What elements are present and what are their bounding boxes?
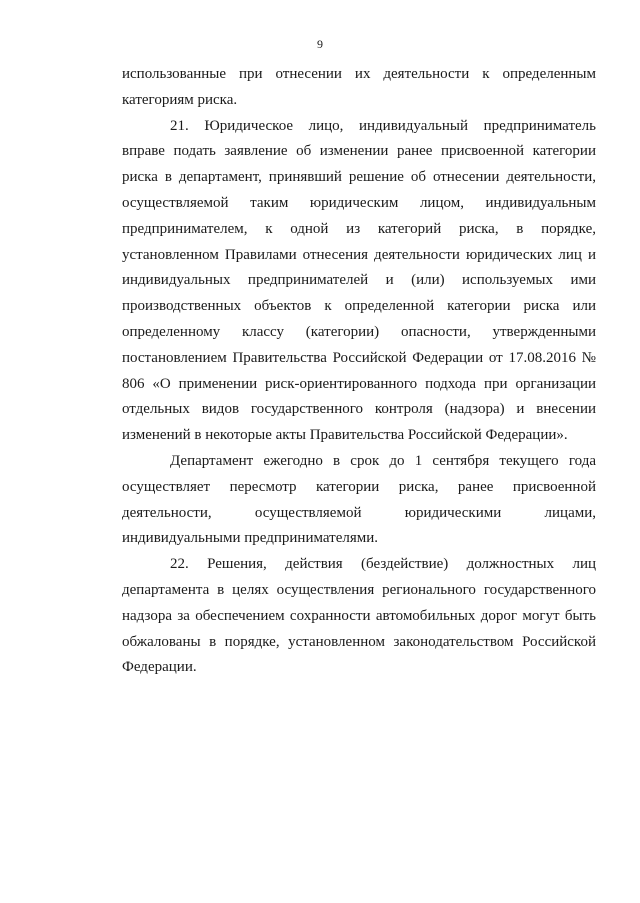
text-line: Федерации. — [122, 659, 197, 676]
text-line: 22. Решения, действия (бездействие) должностных лиц — [170, 556, 596, 573]
text-line: риска в департамент, принявший решение об отнесении деятельности, — [122, 169, 596, 186]
text-line: вправе подать заявление об изменении ранее присвоенной категории — [122, 143, 596, 160]
text-line: производственных объектов к определенной категории риска или — [122, 298, 596, 315]
text-line: департамента в целях осуществления регионального государственного — [122, 581, 596, 598]
text-line: изменений в некоторые акты Правительства Российской Федерации». — [122, 427, 568, 444]
text-line: постановлением Правительства Российской Федерации от 17.08.2016 № — [122, 349, 596, 366]
text-line: обжалованы в порядке, установленном законодательством Российской — [122, 633, 596, 650]
text-line: 806 «О применении риск-ориентированного подхода при организации — [122, 375, 596, 392]
page-number: 9 — [317, 37, 323, 51]
document-body — [122, 62, 596, 681]
text-line: осуществляемой таким юридическим лицом, индивидуальным — [122, 194, 596, 211]
text-line: индивидуальных предпринимателей и (или) используемых ими — [122, 272, 596, 289]
text-line: индивидуальными предпринимателями. — [122, 530, 379, 547]
text-line: установленном Правилами отнесения деятельности юридических лиц и — [122, 246, 596, 263]
text-line: Департамент ежегодно в срок до 1 сентября текущего года — [170, 452, 596, 469]
text-line: отдельных видов государственного контроля (надзора) и внесении — [122, 401, 596, 418]
text-line: категориям риска. — [122, 91, 238, 108]
text-line: деятельности, осуществляемой юридическими лицами, — [122, 504, 596, 521]
text-line: осуществляет пересмотр категории риска, ранее присвоенной — [122, 478, 596, 495]
text-line: 21. Юридическое лицо, индивидуальный предприниматель — [170, 117, 596, 134]
text-line: предпринимателем, к одной из категорий риска, в порядке, — [122, 220, 596, 237]
text-line: использованные при отнесении их деятельности к определенным — [122, 66, 596, 82]
text-line: надзора за обеспечением сохранности автомобильных дорог могут быть — [122, 607, 596, 624]
text-line: определенному классу (категории) опасности, утвержденными — [122, 323, 596, 340]
